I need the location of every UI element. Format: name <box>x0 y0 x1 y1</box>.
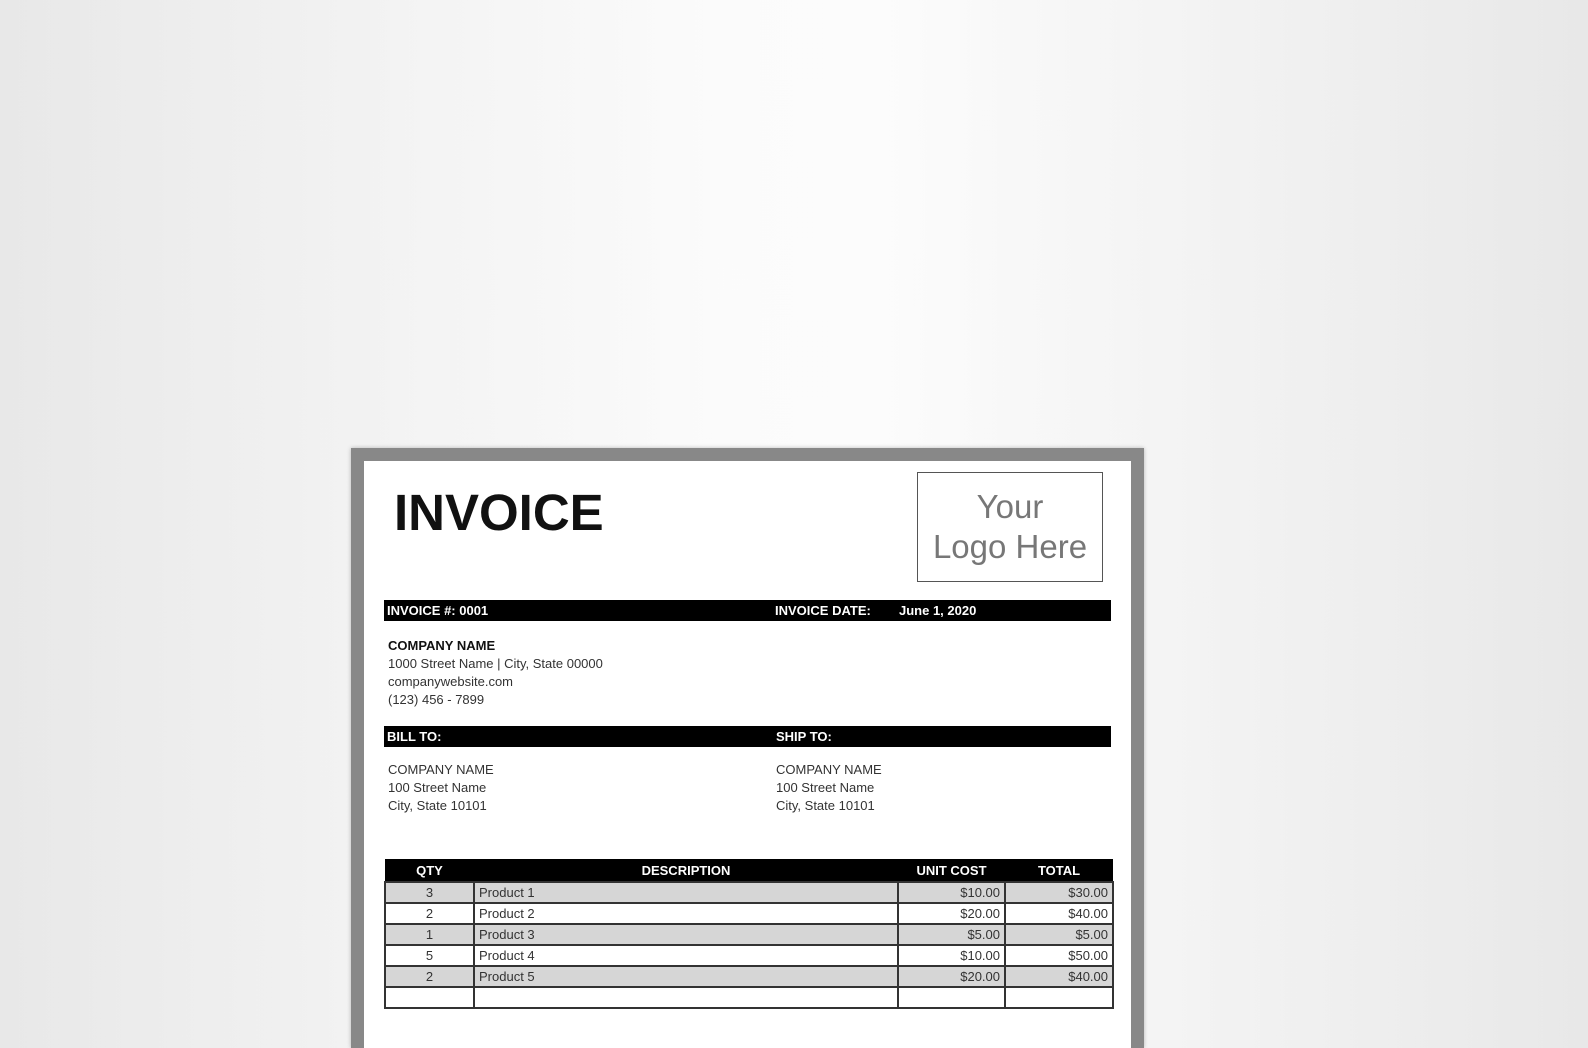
logo-placeholder <box>917 472 1103 582</box>
cell-unit-cost: $10.00 <box>898 882 1005 903</box>
logo-text-line2: Logo Here <box>932 528 1088 565</box>
cell-description: Product 1 <box>474 882 898 903</box>
address-header-bar <box>384 726 1111 747</box>
table-row <box>385 903 1113 924</box>
company-info <box>388 637 603 709</box>
cell-description: Product 2 <box>474 903 898 924</box>
cell-unit-cost: $10.00 <box>898 945 1005 966</box>
logo-text-line1: Your <box>976 488 1044 525</box>
invoice-number: INVOICE #: 0001 <box>387 603 489 618</box>
table-row <box>385 882 1113 903</box>
company-address: 1000 Street Name | City, State 00000 <box>388 656 603 671</box>
bill-to-name: COMPANY NAME <box>388 762 494 777</box>
cell-total <box>1005 987 1113 1008</box>
header-qty: QTY <box>385 859 474 882</box>
cell-total: $5.00 <box>1005 924 1113 945</box>
header-total: TOTAL <box>1005 859 1113 882</box>
cell-unit-cost: $20.00 <box>898 903 1005 924</box>
invoice-date-value: June 1, 2020 <box>899 603 977 618</box>
invoice-title: INVOICE <box>394 484 604 541</box>
cell-qty: 1 <box>385 924 474 945</box>
ship-to-street: 100 Street Name <box>776 780 875 795</box>
cell-total: $40.00 <box>1005 903 1113 924</box>
cell-qty <box>385 987 474 1008</box>
cell-unit-cost: $20.00 <box>898 966 1005 987</box>
company-website: companywebsite.com <box>388 674 513 689</box>
header-description: DESCRIPTION <box>474 859 898 882</box>
table-row <box>385 945 1113 966</box>
bill-to-street: 100 Street Name <box>388 780 487 795</box>
company-phone: (123) 456 - 7899 <box>388 692 485 707</box>
ship-to-label: SHIP TO: <box>776 729 832 744</box>
cell-description: Product 5 <box>474 966 898 987</box>
company-name: COMPANY NAME <box>388 638 496 653</box>
invoice-date-label: INVOICE DATE: <box>775 603 871 618</box>
invoice-info-bar <box>384 600 1111 621</box>
table-row <box>385 966 1113 987</box>
invoice-document-frame <box>351 448 1144 1048</box>
cell-total: $30.00 <box>1005 882 1113 903</box>
cell-description <box>474 987 898 1008</box>
cell-qty: 2 <box>385 966 474 987</box>
bill-to-city: City, State 10101 <box>388 798 487 813</box>
cell-total: $40.00 <box>1005 966 1113 987</box>
header-unit-cost: UNIT COST <box>898 859 1005 882</box>
cell-description: Product 4 <box>474 945 898 966</box>
ship-to-address <box>776 761 882 815</box>
ship-to-city: City, State 10101 <box>776 798 875 813</box>
cell-qty: 2 <box>385 903 474 924</box>
bill-to-label: BILL TO: <box>387 729 442 744</box>
cell-qty: 3 <box>385 882 474 903</box>
bill-to-address <box>388 761 494 815</box>
line-items-table <box>384 859 1114 1009</box>
table-row <box>385 924 1113 945</box>
ship-to-name: COMPANY NAME <box>776 762 882 777</box>
cell-unit-cost: $5.00 <box>898 924 1005 945</box>
cell-qty: 5 <box>385 945 474 966</box>
table-row <box>385 987 1113 1008</box>
cell-total: $50.00 <box>1005 945 1113 966</box>
cell-unit-cost <box>898 987 1005 1008</box>
cell-description: Product 3 <box>474 924 898 945</box>
invoice-page <box>364 461 1131 1048</box>
table-header-row <box>385 859 1113 882</box>
